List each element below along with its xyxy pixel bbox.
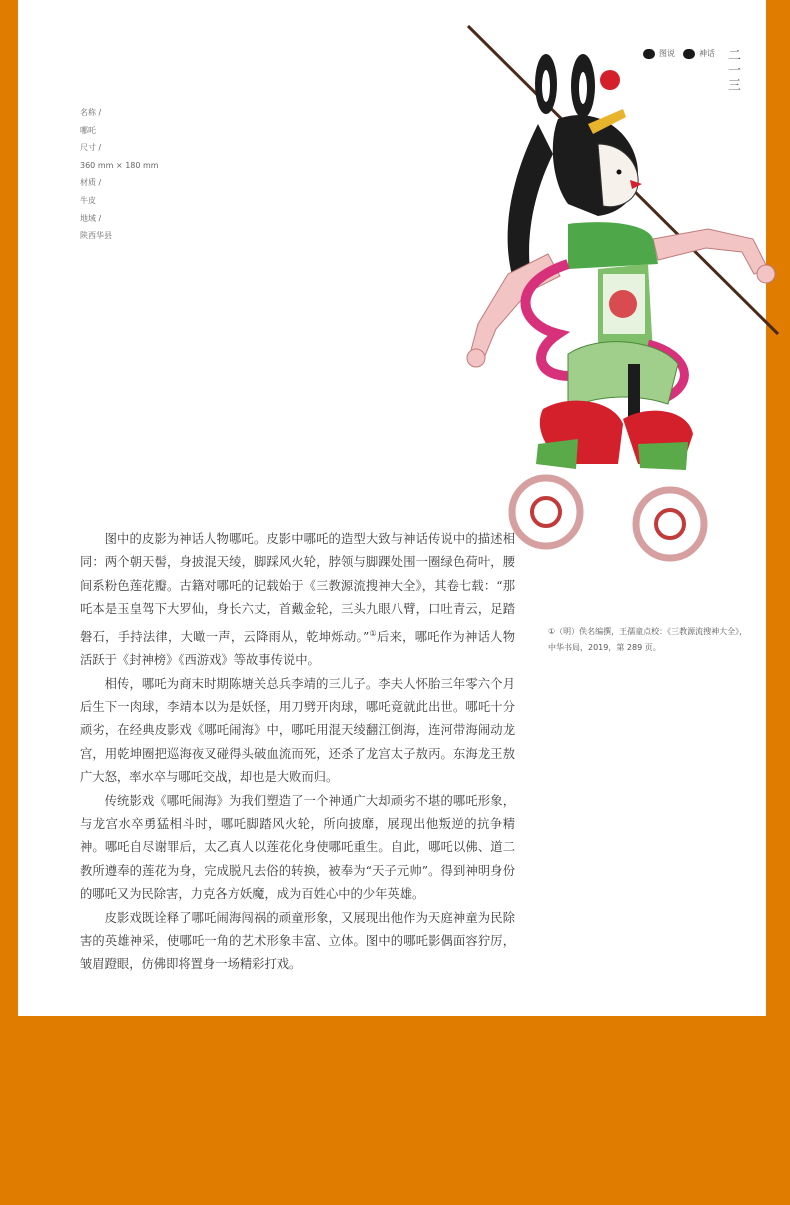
fire-wheel-left <box>512 478 580 546</box>
page-number: 二一三 <box>725 48 740 93</box>
size-value: 360 mm × 180 mm <box>80 160 159 170</box>
nezha-shadow-puppet-image <box>448 24 788 564</box>
section-tag-1-label: 图说 <box>659 49 675 58</box>
name-label: 名称 / <box>80 108 102 117</box>
book-page <box>18 0 766 1016</box>
paragraph-1-text-a: 图中的皮影为神话人物哪吒。皮影中哪吒的造型大致与神话传说中的描述相同：两个朝天髻，身披混天绫，脚踩风火轮，脖领与脚踝处围一圈绿色荷叶，腰间系粉色莲花瓣。古籍对哪吒的记载始于《三教源流搜神大全》，其卷七载：“那吒本是玉皇驾下大罗仙，身长六丈，首戴金轮，三头九眼八臂，口吐青云，足踏磐石，手持法律，大噉一声，云降雨从，乾坤烁动。” <box>80 532 515 644</box>
artifact-metadata <box>80 104 159 245</box>
region-label: 地域 / <box>80 213 102 223</box>
region-value: 陕西华县 <box>80 231 112 241</box>
paragraph-1-text-b: 后来，哪吒作为神话人物活跃于《封神榜》《西游戏》等故事传说中。 <box>80 629 516 668</box>
size-label: 尺寸 / <box>80 143 102 153</box>
material-label: 材质 / <box>80 178 102 188</box>
section-tag-2-label: 神话 <box>699 49 715 58</box>
material-value: 牛皮 <box>80 195 96 205</box>
article-body <box>80 528 515 977</box>
fire-wheel-right <box>636 490 704 558</box>
paragraph-3: 传统影戏《哪吒闹海》为我们塑造了一个神通广大却顽劣不堪的哪吒形象，与龙宫水卒勇猛相斗时，哪吒脚踏风火轮，所向披靡，展现出他叛逆的抗争精神。哪吒自尽谢罪后，太乙真人以莲花化身使哪吒重生。自此，哪吒以佛、道二教所遵奉的莲花为身，完成脱凡去俗的转换，被奉为“天子元帅”。得到神明身份的哪吒又为民除害，力克各方妖魔，成为百姓心中的少年英雄。 <box>80 793 515 902</box>
footnote: ①（明）佚名编撰，王孺童点校：《三教源流搜神大全》，中华书局，2019，第 289 页。 <box>548 627 748 652</box>
footnote-reference[interactable]: ① <box>369 628 377 638</box>
paragraph-4: 皮影戏既诠释了哪吒闹海闯祸的顽童形象，又展现出他作为天庭神童为民除害的英雄神采，使哪吒一角的艺术形象丰富、立体。图中的哪吒影偶面容狞厉，皱眉蹬眼，仿佛即将置身一场精彩打戏。 <box>80 910 515 972</box>
name-value: 哪吒 <box>80 125 96 135</box>
paragraph-1 <box>80 528 515 673</box>
paragraph-2: 相传，哪吒为商末时期陈塘关总兵李靖的三儿子。李夫人怀胎三年零六个月后生下一肉球，李靖本以为是妖怪，用刀劈开肉球，哪吒竟就此出世。哪吒十分顽劣，在经典皮影戏《哪吒闹海》中，哪吒用混天绫翻江倒海，连河带海闹动龙宫，用乾坤圈把巡海夜叉碰得头破血流而死，还杀了龙宫太子敖丙。东海龙王敖广大怒，率水卒与哪吒交战，却也是大败而归。 <box>80 676 515 785</box>
